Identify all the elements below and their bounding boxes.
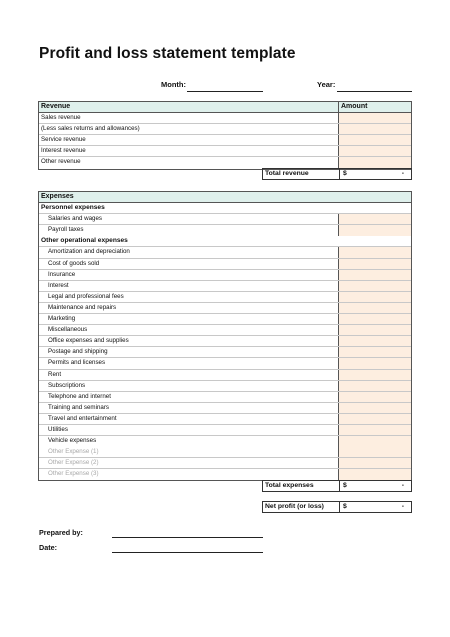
prepared-by-field[interactable] <box>112 537 263 538</box>
line-item-label: Amortization and depreciation <box>48 248 130 256</box>
line-item-label: Training and seminars <box>48 403 109 411</box>
expenses-table <box>38 191 412 481</box>
line-item-label: Office expenses and supplies <box>48 337 129 345</box>
table-row <box>39 270 411 281</box>
total-expenses-label: Total expenses <box>265 482 314 489</box>
table-row <box>39 381 411 392</box>
line-item-label: Salaries and wages <box>48 215 103 223</box>
amount-cell[interactable] <box>338 270 411 280</box>
line-item-label: Rent <box>48 370 62 378</box>
table-row <box>39 325 411 336</box>
revenue-table <box>38 101 412 170</box>
table-row <box>39 425 411 436</box>
table-row <box>39 135 411 146</box>
table-row <box>39 113 411 124</box>
amount-cell[interactable] <box>338 259 411 269</box>
total-expenses-value: - <box>401 482 404 489</box>
date-label: Date: <box>39 543 57 552</box>
table-row <box>39 314 411 325</box>
line-item-label: Interest revenue <box>41 147 86 155</box>
year-label: Year: <box>317 80 336 89</box>
table-row <box>39 124 411 135</box>
line-item-label: Sales revenue <box>41 114 81 122</box>
amount-cell[interactable] <box>338 124 411 134</box>
amount-cell[interactable] <box>338 113 411 123</box>
total-expenses-currency: $ <box>343 482 347 489</box>
amount-cell[interactable] <box>338 214 411 224</box>
table-row <box>39 214 411 225</box>
table-row <box>39 370 411 381</box>
net-profit-currency: $ <box>343 503 347 510</box>
line-item-label: Interest <box>48 281 69 289</box>
line-item-label: Cost of goods sold <box>48 259 100 267</box>
total-revenue-label: Total revenue <box>265 170 309 177</box>
table-row <box>39 469 411 480</box>
document-title: Profit and loss statement template <box>39 45 296 62</box>
net-profit-cell <box>339 502 412 512</box>
amount-cell[interactable] <box>338 225 411 236</box>
total-revenue-cell <box>339 169 412 179</box>
line-item-label: Permits and licenses <box>48 359 106 367</box>
net-profit-value: - <box>401 503 404 510</box>
year-field[interactable] <box>337 91 412 92</box>
amount-cell[interactable] <box>338 381 411 391</box>
date-field[interactable] <box>112 552 263 553</box>
amount-cell[interactable] <box>338 303 411 313</box>
expenses-heading: Expenses <box>41 193 74 200</box>
net-profit-row <box>262 501 412 513</box>
table-row <box>39 146 411 157</box>
prepared-by-label: Prepared by: <box>39 528 83 537</box>
total-expenses-cell <box>339 481 412 491</box>
amount-cell[interactable] <box>338 135 411 145</box>
personnel-header-row <box>39 203 411 214</box>
total-revenue-value: - <box>401 170 404 177</box>
amount-cell[interactable] <box>338 336 411 346</box>
line-item-label: Other revenue <box>41 158 81 166</box>
line-item-label: Marketing <box>48 315 76 323</box>
line-item-label: Maintenance and repairs <box>48 303 117 311</box>
line-item-label: Telephone and internet <box>48 392 111 400</box>
amount-heading-label: Amount <box>341 103 368 110</box>
table-row <box>39 347 411 358</box>
table-row <box>39 336 411 347</box>
line-item-label: Utilities <box>48 425 68 433</box>
line-item-label: Other Expense (1) <box>48 448 99 456</box>
month-field[interactable] <box>187 91 263 92</box>
line-item-label: Postage and shipping <box>48 348 108 356</box>
revenue-header-row <box>39 102 411 113</box>
table-row <box>39 392 411 403</box>
table-row <box>39 414 411 425</box>
table-row <box>39 259 411 270</box>
table-row <box>39 436 411 447</box>
month-label: Month: <box>161 80 186 89</box>
amount-cell[interactable] <box>338 403 411 413</box>
amount-cell[interactable] <box>338 447 411 457</box>
amount-cell[interactable] <box>338 370 411 380</box>
amount-cell[interactable] <box>338 436 411 447</box>
table-row <box>39 447 411 458</box>
table-row <box>39 303 411 314</box>
amount-cell[interactable] <box>338 425 411 435</box>
revenue-heading: Revenue <box>41 103 71 110</box>
expenses-header-row <box>39 192 411 203</box>
amount-cell[interactable] <box>338 157 411 168</box>
other-heading: Other operational expenses <box>41 237 128 245</box>
line-item-label: Insurance <box>48 270 76 278</box>
table-row <box>39 358 411 369</box>
line-item-label: (Less sales returns and allowances) <box>41 125 140 133</box>
total-revenue-currency: $ <box>343 170 347 177</box>
line-item-label: Travel and entertainment <box>48 414 117 422</box>
amount-cell[interactable] <box>338 281 411 291</box>
table-row <box>39 458 411 469</box>
table-row <box>39 225 411 236</box>
amount-cell[interactable] <box>338 314 411 324</box>
amount-cell[interactable] <box>338 469 411 480</box>
total-expenses-row <box>262 480 412 492</box>
amount-cell[interactable] <box>338 247 411 257</box>
line-item-label: Subscriptions <box>48 381 86 389</box>
line-item-label: Service revenue <box>41 136 86 144</box>
table-row <box>39 247 411 258</box>
amount-cell[interactable] <box>338 292 411 302</box>
table-row <box>39 403 411 414</box>
amount-cell[interactable] <box>338 358 411 368</box>
amount-cell[interactable] <box>338 458 411 468</box>
amount-cell[interactable] <box>338 414 411 424</box>
other-header-row <box>39 236 411 247</box>
table-row <box>39 281 411 292</box>
line-item-label: Payroll taxes <box>48 226 84 234</box>
amount-cell[interactable] <box>338 392 411 402</box>
net-profit-label: Net profit (or loss) <box>265 503 324 510</box>
line-item-label: Vehicle expenses <box>48 437 97 445</box>
line-item-label: Legal and professional fees <box>48 292 124 300</box>
line-item-label: Other Expense (3) <box>48 470 99 478</box>
table-row <box>39 157 411 168</box>
amount-cell[interactable] <box>338 325 411 335</box>
amount-cell[interactable] <box>338 347 411 357</box>
amount-cell[interactable] <box>338 146 411 156</box>
table-row <box>39 292 411 303</box>
line-item-label: Other Expense (2) <box>48 459 99 467</box>
personnel-heading: Personnel expenses <box>41 204 105 212</box>
amount-heading <box>338 102 411 112</box>
line-item-label: Miscellaneous <box>48 326 88 334</box>
total-revenue-row <box>262 168 412 180</box>
